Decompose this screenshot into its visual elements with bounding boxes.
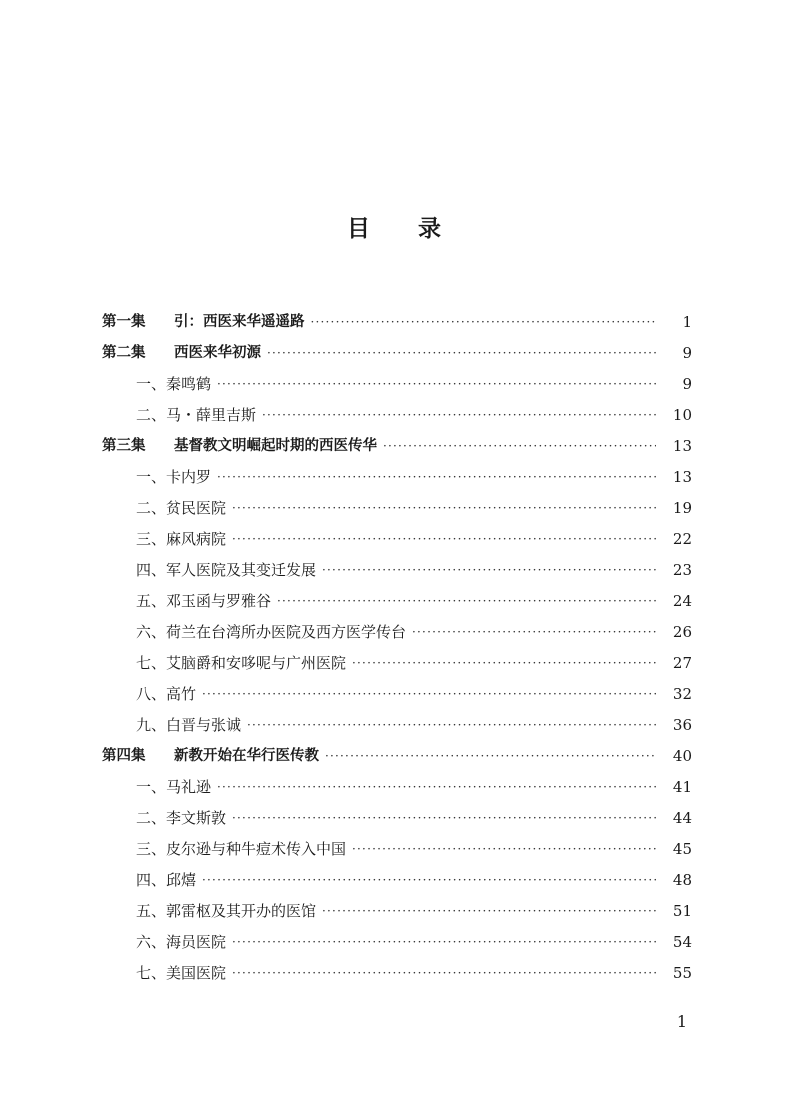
toc-section-entry[interactable] <box>0 524 790 555</box>
toc-entry-label <box>136 586 271 617</box>
toc-dot-leader <box>383 431 656 462</box>
toc-section-entry[interactable] <box>0 803 790 834</box>
toc-entry-number: 一、 <box>136 468 167 486</box>
toc-entry-label <box>136 803 226 834</box>
toc-page-number: 45 <box>672 840 692 858</box>
toc-entry-number: 二、 <box>136 499 167 517</box>
toc-section-entry[interactable] <box>0 462 790 493</box>
toc-page-number: 1 <box>682 313 692 331</box>
toc-page-number: 36 <box>672 716 692 734</box>
toc-entry-title: 郭雷枢及其开办的医馆 <box>166 902 317 920</box>
toc-entry-number: 五、 <box>136 592 167 610</box>
toc-section-entry[interactable] <box>0 617 790 648</box>
toc-entry-label <box>102 307 305 338</box>
toc-page-number: 51 <box>672 902 692 920</box>
toc-dot-leader <box>322 555 656 586</box>
toc-entry-label <box>136 524 226 555</box>
toc-entry-label <box>136 896 316 927</box>
toc-entry-title: 邱熺 <box>166 871 197 889</box>
toc-entry-title: 马礼逊 <box>166 778 212 796</box>
toc-section-entry[interactable] <box>0 648 790 679</box>
toc-dot-leader <box>352 834 656 865</box>
toc-dot-leader <box>267 338 656 369</box>
toc-page-number: 13 <box>672 437 692 455</box>
toc-page-number: 48 <box>672 871 692 889</box>
toc-entry-number: 一、 <box>136 778 167 796</box>
toc-page-number: 23 <box>672 561 692 579</box>
toc-entry-label <box>102 338 261 369</box>
toc-page-number: 19 <box>672 499 692 517</box>
toc-page-number: 13 <box>672 468 692 486</box>
toc-entry-number: 一、 <box>136 375 167 393</box>
toc-page-number: 9 <box>682 344 692 362</box>
page-number: 1 <box>676 1012 688 1031</box>
toc-entry-title: 基督教文明崛起时期的西医传华 <box>174 438 377 454</box>
toc-entry-label <box>136 648 346 679</box>
toc-entry-label <box>136 369 211 400</box>
toc-entry-label <box>136 958 226 989</box>
toc-dot-leader <box>232 958 656 989</box>
toc-entry-title: 西医来华初源 <box>174 345 261 361</box>
toc-entry-title: 军人医院及其变迁发展 <box>166 561 317 579</box>
toc-entry-number: 第四集 <box>102 748 146 764</box>
toc-section-entry[interactable] <box>0 865 790 896</box>
toc-entry-title: 荷兰在台湾所办医院及西方医学传台 <box>166 623 407 641</box>
toc-page-number: 27 <box>672 654 692 672</box>
toc-dot-leader <box>322 896 656 927</box>
toc-section-entry[interactable] <box>0 493 790 524</box>
toc-entry-title: 新教开始在华行医传教 <box>174 748 319 764</box>
toc-entry-number: 六、 <box>136 623 167 641</box>
toc-entry-number: 第二集 <box>102 345 146 361</box>
toc-section-entry[interactable] <box>0 369 790 400</box>
toc-entry-label <box>136 617 406 648</box>
toc-entry-number: 第一集 <box>102 314 146 330</box>
toc-page-number: 54 <box>672 933 692 951</box>
toc-entry-label <box>136 400 256 431</box>
toc-dot-leader <box>247 710 656 741</box>
toc-section-entry[interactable] <box>0 679 790 710</box>
toc-entry-title: 白晋与张诚 <box>166 716 242 734</box>
toc-page-number: 32 <box>672 685 692 703</box>
toc-section-entry[interactable] <box>0 586 790 617</box>
toc-entry-title: 卡内罗 <box>166 468 212 486</box>
toc-page-number: 26 <box>672 623 692 641</box>
toc-entry-title: 贫民医院 <box>166 499 227 517</box>
toc-dot-leader <box>412 617 656 648</box>
toc-entry-label <box>136 710 241 741</box>
toc-entry-label <box>136 772 211 803</box>
toc-section-entry[interactable] <box>0 927 790 958</box>
toc-dot-leader <box>217 772 656 803</box>
toc-entry-label <box>136 679 196 710</box>
toc-dot-leader <box>202 679 656 710</box>
toc-entry-title: 皮尔逊与种牛痘术传入中国 <box>166 840 347 858</box>
toc-entry-label <box>136 834 346 865</box>
table-of-contents <box>0 307 790 989</box>
toc-section-entry[interactable] <box>0 772 790 803</box>
toc-entry-label <box>136 927 226 958</box>
title-char-1: 目 <box>347 216 372 242</box>
toc-entry-title: 高竹 <box>166 685 197 703</box>
toc-entry-title: 秦鸣鹤 <box>166 375 212 393</box>
toc-entry-number: 七、 <box>136 654 167 672</box>
toc-entry-number: 四、 <box>136 871 167 889</box>
toc-entry-title: 艾脑爵和安哆呢与广州医院 <box>166 654 347 672</box>
toc-chapter-entry[interactable] <box>0 741 790 772</box>
toc-dot-leader <box>262 400 656 431</box>
toc-entry-label <box>102 741 319 772</box>
toc-entry-number: 三、 <box>136 530 167 548</box>
toc-entry-number: 二、 <box>136 406 167 424</box>
toc-entry-number: 四、 <box>136 561 167 579</box>
toc-entry-title: 麻风病院 <box>166 530 227 548</box>
toc-dot-leader <box>232 524 656 555</box>
toc-dot-leader <box>232 493 656 524</box>
toc-section-entry[interactable] <box>0 555 790 586</box>
toc-dot-leader <box>202 865 656 896</box>
toc-page-number: 9 <box>682 375 692 393</box>
toc-page-number: 40 <box>672 747 692 765</box>
toc-entry-title: 海员医院 <box>166 933 227 951</box>
toc-entry-label <box>136 462 211 493</box>
page-title <box>0 210 790 243</box>
toc-dot-leader <box>277 586 656 617</box>
toc-dot-leader <box>352 648 656 679</box>
toc-page-number: 24 <box>672 592 692 610</box>
toc-page-number: 41 <box>672 778 692 796</box>
toc-entry-label <box>136 865 196 896</box>
toc-entry-number: 第三集 <box>102 438 146 454</box>
toc-dot-leader <box>311 307 657 338</box>
toc-entry-number: 三、 <box>136 840 167 858</box>
toc-entry-number: 七、 <box>136 964 167 982</box>
toc-entry-number: 九、 <box>136 716 167 734</box>
toc-entry-title: 美国医院 <box>166 964 227 982</box>
toc-section-entry[interactable] <box>0 834 790 865</box>
toc-dot-leader <box>232 927 656 958</box>
toc-section-entry[interactable] <box>0 958 790 989</box>
toc-chapter-entry[interactable] <box>0 307 790 338</box>
toc-section-entry[interactable] <box>0 896 790 927</box>
toc-entry-label <box>102 431 377 462</box>
toc-dot-leader <box>217 462 656 493</box>
toc-page-number: 55 <box>672 964 692 982</box>
toc-dot-leader <box>217 369 656 400</box>
toc-entry-label <box>136 493 226 524</box>
toc-section-entry[interactable] <box>0 710 790 741</box>
toc-page-number: 44 <box>672 809 692 827</box>
toc-chapter-entry[interactable] <box>0 431 790 462</box>
toc-dot-leader <box>325 741 656 772</box>
toc-page-number: 10 <box>672 406 692 424</box>
toc-page-number: 22 <box>672 530 692 548</box>
toc-entry-title: 邓玉函与罗雅谷 <box>166 592 272 610</box>
title-char-2: 录 <box>418 216 443 242</box>
toc-entry-number: 八、 <box>136 685 167 703</box>
toc-entry-number: 六、 <box>136 933 167 951</box>
toc-dot-leader <box>232 803 656 834</box>
toc-entry-label <box>136 555 316 586</box>
toc-entry-title: 李文斯敦 <box>166 809 227 827</box>
toc-section-entry[interactable] <box>0 400 790 431</box>
toc-entry-number: 五、 <box>136 902 167 920</box>
toc-chapter-entry[interactable] <box>0 338 790 369</box>
toc-entry-title: 引：西医来华遥遥路 <box>174 314 305 330</box>
toc-entry-number: 二、 <box>136 809 167 827</box>
toc-entry-title: 马・薛里吉斯 <box>166 406 257 424</box>
